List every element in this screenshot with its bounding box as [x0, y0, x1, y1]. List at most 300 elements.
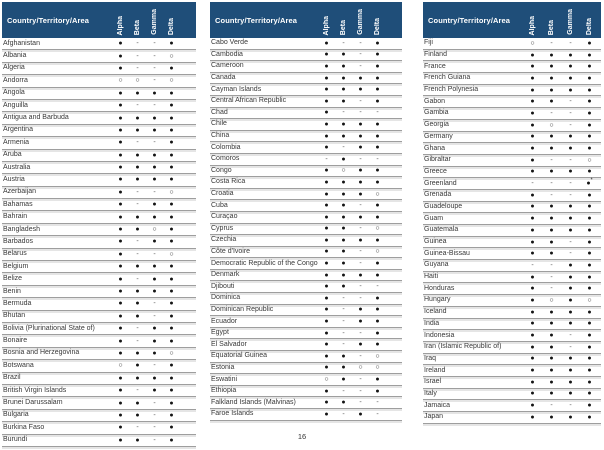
cell-gamma: ● [568, 413, 573, 421]
column-label-alpha [318, 2, 335, 38]
cell-alpha: ● [530, 402, 535, 410]
country-name: Estonia [211, 363, 235, 371]
cell-delta: ● [587, 355, 592, 363]
column-label-text: Alpha [323, 15, 330, 35]
cell-beta: - [342, 109, 345, 117]
table-row [423, 342, 601, 354]
cell-gamma: - [569, 332, 572, 340]
column-label-text: Gamma [567, 9, 574, 35]
table-row [423, 283, 601, 295]
page-number: 16 [297, 432, 307, 441]
country-name: Bonaire [3, 337, 28, 345]
cell-beta: ● [549, 320, 554, 328]
country-name: Iran (Islamic Republic of) [424, 343, 502, 351]
cell-delta: ● [587, 332, 592, 340]
cell-gamma: - [569, 402, 572, 410]
cell-gamma: - [153, 40, 156, 48]
cell-alpha: ● [324, 236, 329, 244]
country-name: Benin [3, 287, 21, 295]
country-name: Brunei Darussalam [3, 399, 63, 407]
cell-gamma: ● [568, 261, 573, 269]
cell-delta: ● [587, 226, 592, 234]
country-name: Barbados [3, 237, 33, 245]
country-name: Bolivia (Plurinational State of) [3, 324, 95, 332]
cell-delta: ● [587, 413, 592, 421]
table-row [423, 248, 601, 260]
country-name: Haiti [424, 273, 439, 281]
table-row [210, 50, 402, 62]
cell-delta: ● [169, 288, 174, 295]
table-row [210, 212, 402, 224]
cell-alpha: ● [118, 312, 123, 320]
cell-gamma: ● [152, 337, 157, 345]
cell-alpha: ● [118, 399, 123, 407]
country-name: Bosnia and Herzegovina [3, 349, 80, 357]
table-row [2, 373, 196, 385]
cell-alpha: ○ [530, 39, 535, 47]
cell-delta: ● [587, 133, 592, 141]
cell-delta: ● [169, 424, 174, 432]
cell-alpha: ● [118, 337, 123, 345]
cell-alpha: ● [324, 167, 329, 175]
country-name: Cuba [211, 201, 228, 209]
country-name: Belize [3, 275, 23, 283]
cell-alpha: ● [530, 390, 535, 398]
table-row [423, 108, 601, 120]
cell-beta: ● [341, 364, 346, 372]
cell-gamma: - [359, 51, 362, 59]
country-name: Djibouti [211, 282, 235, 290]
cell-gamma: ○ [358, 364, 363, 372]
cell-gamma: ● [568, 296, 573, 304]
cell-gamma: - [569, 39, 572, 47]
cell-beta: - [550, 180, 553, 188]
cell-gamma: - [359, 39, 362, 47]
cell-beta: ● [135, 213, 140, 221]
cell-beta: - [342, 318, 345, 326]
cell-alpha: ● [118, 52, 123, 60]
country-name: France [424, 62, 446, 70]
cell-alpha: ● [324, 144, 329, 152]
cell-delta: ● [587, 378, 592, 386]
country-name: Guinea [424, 238, 447, 246]
cell-alpha: ● [530, 74, 535, 82]
cell-gamma: - [359, 399, 362, 407]
country-table-2 [210, 2, 402, 421]
cell-alpha: ● [324, 39, 329, 47]
cell-gamma: - [359, 329, 362, 337]
cell-gamma: - [569, 156, 572, 164]
country-name: Guinea-Bissau [424, 249, 470, 257]
country-name: Anguilla [3, 101, 28, 109]
table-row [2, 137, 196, 149]
cell-beta: - [342, 144, 345, 152]
cell-delta: ● [587, 308, 592, 316]
country-name: Bahamas [3, 200, 33, 208]
cell-gamma: ● [152, 114, 157, 122]
table-row [423, 38, 601, 50]
table-row [2, 199, 196, 211]
country-name: Belarus [3, 250, 27, 258]
country-name: Georgia [424, 121, 449, 129]
table-row [210, 374, 402, 386]
cell-gamma: ● [568, 145, 573, 153]
country-name: Honduras [424, 284, 455, 292]
table-row [2, 311, 196, 323]
cell-gamma: - [569, 109, 572, 117]
cell-gamma: - [569, 191, 572, 199]
cell-beta: ● [341, 260, 346, 268]
cell-alpha: ● [324, 178, 329, 186]
country-name: Costa Rica [211, 178, 246, 186]
cell-delta: - [376, 410, 379, 418]
country-name: Aruba [3, 151, 22, 159]
cell-beta: - [136, 238, 139, 246]
cell-beta: ● [135, 226, 140, 234]
table-row [210, 409, 402, 421]
cell-gamma: - [153, 300, 156, 308]
column-label-text: Delta [168, 17, 175, 35]
cell-gamma: - [359, 225, 362, 233]
cell-gamma: ● [358, 120, 363, 128]
table-row [2, 298, 196, 310]
cell-delta: ● [169, 201, 174, 209]
country-name: Denmark [211, 271, 240, 279]
cell-delta: ● [169, 325, 174, 333]
cell-gamma: ● [568, 226, 573, 234]
table-row [210, 293, 402, 305]
cell-gamma: - [569, 121, 572, 129]
cell-beta: ● [341, 51, 346, 59]
cell-gamma: ● [568, 390, 573, 398]
cell-delta: ● [169, 399, 174, 407]
cell-gamma: ● [568, 203, 573, 211]
cell-delta: ○ [375, 364, 380, 372]
cell-delta: ● [587, 390, 592, 398]
country-name: Greece [424, 167, 447, 175]
cell-gamma: ● [152, 374, 157, 382]
cell-delta: ● [587, 121, 592, 129]
country-name: Israel [424, 378, 442, 386]
cell-gamma: ● [358, 271, 363, 279]
country-name: Grenada [424, 191, 452, 199]
table-row [210, 281, 402, 293]
table-header-title: Country/Territory/Area [7, 15, 90, 25]
table-row [210, 397, 402, 409]
cell-gamma: ● [152, 325, 157, 333]
country-name: Dominica [211, 294, 241, 302]
cell-delta: ● [169, 176, 174, 184]
cell-beta: - [136, 250, 139, 258]
country-name: Chad [211, 108, 228, 116]
cell-beta: ● [549, 145, 554, 153]
cell-alpha: ● [530, 191, 535, 199]
cell-delta: ● [587, 51, 592, 59]
cell-gamma: ● [568, 378, 573, 386]
cell-delta: ● [169, 263, 174, 271]
column-label-beta [335, 2, 352, 38]
table-body [210, 38, 402, 421]
table-row [423, 295, 601, 307]
cell-gamma: ● [568, 215, 573, 223]
cell-beta: - [342, 306, 345, 314]
cell-delta: ● [375, 236, 380, 244]
cell-delta: ● [375, 306, 380, 314]
cell-delta: ● [587, 402, 592, 410]
country-name: Azerbaijan [3, 188, 37, 196]
country-table-1 [2, 2, 196, 447]
cell-gamma: ● [152, 275, 157, 283]
cell-beta: - [342, 341, 345, 349]
cell-beta: - [136, 387, 139, 395]
table-row [423, 120, 601, 132]
cell-delta: ● [375, 97, 380, 105]
table-row [210, 96, 402, 108]
country-name: Albania [3, 52, 27, 60]
cell-beta: - [136, 201, 139, 209]
cell-alpha: ● [118, 139, 123, 147]
country-name: Bulgaria [3, 411, 29, 419]
table-header-title: Country/Territory/Area [428, 15, 511, 25]
cell-beta: - [136, 52, 139, 60]
cell-delta: ● [169, 337, 174, 345]
country-name: Ethiopia [211, 387, 237, 395]
cell-alpha: ● [530, 250, 535, 258]
cell-delta: ● [169, 114, 174, 122]
cell-alpha: ● [118, 126, 123, 134]
cell-gamma: - [359, 376, 362, 384]
cell-alpha: ● [118, 102, 123, 110]
country-name: Ireland [424, 366, 446, 374]
cell-beta: ● [341, 236, 346, 244]
table-row [2, 125, 196, 137]
country-name: Fiji [424, 39, 433, 47]
table-row [210, 386, 402, 398]
cell-alpha: ● [530, 109, 535, 117]
cell-beta: ● [341, 283, 346, 291]
cell-delta: ● [375, 318, 380, 326]
cell-alpha: ● [118, 164, 123, 172]
cell-beta: ● [549, 98, 554, 106]
table-row [2, 50, 196, 62]
cell-beta: ● [341, 178, 346, 186]
country-name: British Virgin Islands [3, 386, 67, 394]
cell-alpha: ● [118, 275, 123, 283]
cell-alpha: ● [324, 132, 329, 140]
cell-gamma: - [153, 250, 156, 258]
country-name: Congo [211, 166, 232, 174]
cell-delta: ● [375, 51, 380, 59]
cell-delta: ● [587, 74, 592, 82]
table-row [423, 167, 601, 179]
cell-beta: ● [135, 263, 140, 271]
cell-alpha: ● [324, 387, 329, 395]
cell-delta: ● [375, 120, 380, 128]
cell-beta: ● [341, 132, 346, 140]
table-row [2, 38, 196, 50]
cell-gamma: - [359, 294, 362, 302]
cell-alpha: ● [118, 151, 123, 159]
cell-beta: ● [135, 374, 140, 382]
table-row [210, 61, 402, 73]
country-name: Curaçao [211, 213, 238, 221]
cell-gamma: - [359, 248, 362, 256]
table-row [210, 363, 402, 375]
cell-beta: - [136, 102, 139, 110]
cell-beta: - [550, 402, 553, 410]
cell-delta: ● [375, 329, 380, 337]
country-name: Croatia [211, 190, 234, 198]
cell-beta: ● [135, 349, 140, 357]
cell-beta: ● [341, 120, 346, 128]
cell-delta: ● [169, 213, 174, 221]
cell-gamma: - [359, 202, 362, 210]
cell-beta: ● [341, 352, 346, 360]
cell-delta: ● [375, 39, 380, 47]
table-row [423, 50, 601, 62]
cell-beta: ● [135, 288, 140, 295]
country-name: Armenia [3, 138, 30, 146]
cell-alpha: ● [118, 238, 123, 246]
table-row [2, 410, 196, 422]
table-row [210, 154, 402, 166]
country-name: Chile [211, 120, 227, 128]
cell-delta: ● [169, 164, 174, 172]
country-name: Colombia [211, 143, 241, 151]
cell-beta: ● [549, 51, 554, 59]
table-row [210, 328, 402, 340]
country-name: China [211, 132, 230, 140]
table-row [423, 260, 601, 272]
country-name: Angola [3, 89, 25, 97]
cell-gamma: - [153, 77, 156, 85]
country-name: Cameroon [211, 62, 244, 70]
cell-beta: ○ [135, 77, 140, 85]
country-name: Dominican Republic [211, 305, 274, 313]
cell-alpha: ● [324, 248, 329, 256]
cell-beta: ● [135, 89, 140, 97]
table-row [423, 307, 601, 319]
country-name: Burkina Faso [3, 423, 45, 431]
table-row [210, 305, 402, 317]
cell-beta: - [136, 64, 139, 72]
cell-gamma: ● [358, 410, 363, 418]
cell-beta: - [342, 387, 345, 395]
column-label-text: Alpha [117, 15, 124, 35]
table-row [423, 365, 601, 377]
cell-alpha: ● [324, 341, 329, 349]
cell-beta: ● [341, 248, 346, 256]
cell-beta: ● [549, 168, 554, 176]
country-name: Bangladesh [3, 225, 40, 233]
cell-alpha: ● [118, 226, 123, 234]
cell-delta: ● [169, 102, 174, 110]
cell-alpha: ● [324, 86, 329, 94]
country-name: Canada [211, 74, 236, 82]
table-row [210, 258, 402, 270]
country-name: Guyana [424, 261, 449, 269]
cell-alpha: ● [530, 378, 535, 386]
table-row [423, 354, 601, 366]
cell-beta: ● [549, 390, 554, 398]
cell-gamma: ● [358, 190, 363, 198]
country-name: Comoros [211, 155, 240, 163]
cell-gamma: - [153, 399, 156, 407]
cell-gamma: ● [568, 355, 573, 363]
cell-delta: ● [375, 213, 380, 221]
cell-delta: ● [169, 40, 174, 48]
table-row [210, 108, 402, 120]
table-row [210, 247, 402, 259]
column-label-text: Delta [586, 17, 593, 35]
table-row [423, 132, 601, 144]
cell-delta: ● [375, 376, 380, 384]
cell-beta: ● [549, 63, 554, 71]
country-name: Australia [3, 163, 31, 171]
cell-beta: ● [135, 176, 140, 184]
table-row [210, 189, 402, 201]
cell-alpha: ● [324, 190, 329, 198]
cell-alpha: ● [324, 318, 329, 326]
country-name: Antigua and Barbuda [3, 114, 69, 122]
table-row [423, 400, 601, 412]
country-name: Cambodia [211, 50, 243, 58]
table-row [2, 249, 196, 261]
cell-delta: ● [587, 191, 592, 199]
cell-alpha: ● [530, 98, 535, 106]
cell-beta: ● [341, 225, 346, 233]
cell-alpha: ● [530, 121, 535, 129]
table-row [210, 177, 402, 189]
country-name: Italy [424, 389, 437, 397]
cell-delta: ● [587, 343, 592, 351]
cell-gamma: - [153, 188, 156, 196]
cell-beta: ● [135, 114, 140, 122]
cell-beta: ● [549, 355, 554, 363]
cell-alpha: ● [324, 271, 329, 279]
country-name: Indonesia [424, 331, 455, 339]
cell-gamma: - [569, 180, 572, 188]
cell-delta: ● [587, 215, 592, 223]
country-name: Bhutan [3, 312, 26, 320]
column-label-text: Beta [548, 19, 555, 35]
cell-gamma: - [569, 250, 572, 258]
cell-alpha: ● [118, 263, 123, 271]
cell-beta: ● [135, 362, 140, 370]
table-header [210, 2, 402, 38]
cell-beta: ● [341, 62, 346, 70]
cell-gamma: - [153, 102, 156, 110]
column-label-beta [129, 2, 146, 38]
cell-delta: ● [375, 86, 380, 94]
cell-alpha: ● [118, 114, 123, 122]
cell-alpha: ● [530, 63, 535, 71]
cell-delta: - [376, 109, 379, 117]
cell-gamma: - [153, 362, 156, 370]
table-row [2, 112, 196, 124]
cell-beta: ○ [549, 296, 554, 304]
cell-delta: ● [587, 367, 592, 375]
country-name: Belgium [3, 262, 29, 270]
country-name: Iraq [424, 354, 437, 362]
cell-gamma: ● [568, 133, 573, 141]
cell-gamma: ● [152, 151, 157, 159]
cell-delta: ● [375, 341, 380, 349]
cell-delta: ● [169, 89, 174, 97]
table-row [2, 75, 196, 87]
cell-alpha: ● [118, 300, 123, 308]
country-name: Greenland [424, 179, 457, 187]
